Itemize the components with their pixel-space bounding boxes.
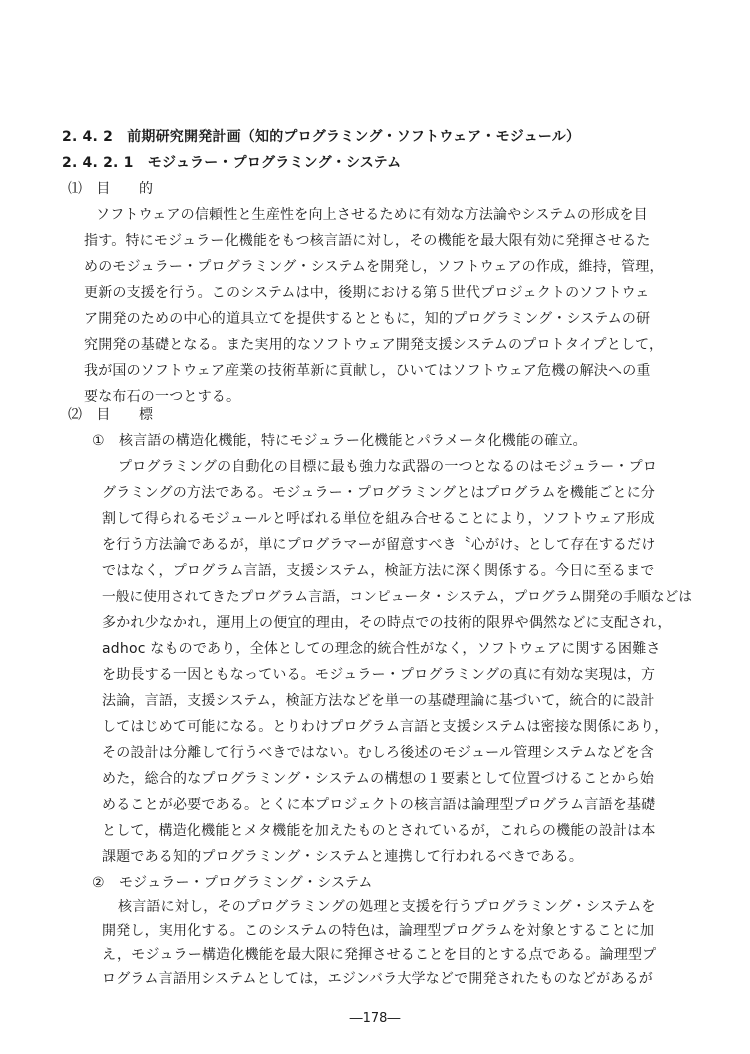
sub2-line: ログラム言語用システムとしては，エジンバラ大学などで開発されたものなどがあるが [102, 971, 653, 987]
sub1-line: その設計は分離して行うべきではない。むしろ後述のモジュール管理システムなどを含 [102, 745, 654, 761]
sub1-heading: ① 核言語の構造化機能，特にモジュラー化機能とパラメータ化機能の確立。 [92, 433, 587, 449]
item1-line: 指す。特にモジュラー化機能をもつ核言語に対し，その機能を最大限有効に発揮させるた [84, 233, 651, 249]
sub1-line: めることが必要である。とくに本プロジェクトの核言語は論理型プログラム言語を基礎 [102, 797, 656, 813]
item2-heading: ⑵ 目 標 [68, 407, 154, 423]
sub2-line: え，モジュラー構造化機能を最大限に発揮させることを目的とする点である。論理型プ [102, 947, 657, 963]
sub1-line: 割して得られるモジュールと呼ばれる単位を組み合せることにより，ソフトウェア形成 [102, 511, 655, 527]
sub1-line: を助長する一因ともなっている。モジュラー・プログラミングの真に有効な実現は，方 [102, 667, 656, 683]
sub2-heading: ② モジュラー・プログラミング・システム [92, 875, 373, 891]
sub1-line: ではなく，プログラム言語，支援システム，検証方法に深く関係する。今日に至るまで [102, 563, 655, 579]
sub1-line: adhoc なものであり，全体としての理念的統合性がなく，ソフトウェアに関する困難さ [102, 641, 661, 657]
sub1-line: めた，総合的なプログラミング・システムの構想の１要素として位置づけることから始 [102, 771, 655, 787]
sub1-line: 課題である知的プログラミング・システムと連携して行われるべきである。 [102, 849, 584, 865]
item1-line: 我が国のソフトウェア産業の技術革新に貢献し，ひいてはソフトウェア危機の解決への重 [84, 363, 651, 379]
sub1-line: グラミングの方法である。モジュラー・プログラミングとはプログラムを機能ごとに分 [102, 485, 656, 501]
item1-line: 要な布石の一つとする。 [84, 389, 241, 405]
item1-line: ソフトウェアの信頼性と生産性を向上させるために有効な方法論やシステムの形成を目 [96, 207, 648, 223]
item1-line: 更新の支援を行う。このシステムは中，後期における第５世代プロジェクトのソフトウェ [84, 285, 650, 301]
sub1-line: 多かれ少なかれ，運用上の便宜的理由，その時点での技術的限界や偶然などに支配され， [102, 615, 672, 631]
item1-line: めのモジュラー・プログラミング・システムを開発し，ソフトウェアの作成，維持，管理， [84, 259, 664, 275]
sub1-line: してはじめて可能になる。とりわけプログラム言語と支援システムは密接な関係にあり， [102, 719, 669, 735]
section-heading: 2. 4. 2 前期研究開発計画（知的プログラミング・ソフトウェア・モジュール） [62, 129, 581, 145]
sub1-line: を行う方法論であるが，単にプログラマーが留意すべき〝心がけ〟として存在するだけ [102, 537, 656, 553]
item1-heading: ⑴ 目 的 [68, 181, 154, 197]
item1-line: 究開発の基礎となる。また実用的なソフトウェア開発支援システムのプロトタイプとして， [84, 337, 664, 353]
sub1-line: 法論，言語，支援システム，検証方法などを単一の基礎理論に基づいて，統合的に設計 [102, 693, 655, 709]
sub2-line: 開発し，実用化する。このシステムの特色は，論理型プログラムを対象とすることに加 [102, 923, 655, 939]
page-number: ―178― [349, 1011, 401, 1026]
sub2-line: 核言語に対し，そのプログラミングの処理と支援を行うプログラミング・システムを [118, 899, 656, 915]
sub1-line: として，構造化機能とメタ機能を加えたものとされているが，これらの機能の設計は本 [102, 823, 656, 839]
item1-line: ア開発のための中心的道具立てを提供するとともに，知的プログラミング・システムの研 [84, 311, 651, 327]
sub1-line: プログラミングの自動化の目標に最も強力な武器の一つとなるのはモジュラー・プロ [118, 459, 658, 475]
sub1-line: 一般に使用されてきたプログラム言語，コンピュータ・システム，プログラム開発の手順などは [102, 589, 693, 605]
subsection-heading: 2. 4. 2. 1 モジュラー・プログラミング・システム [62, 155, 402, 171]
